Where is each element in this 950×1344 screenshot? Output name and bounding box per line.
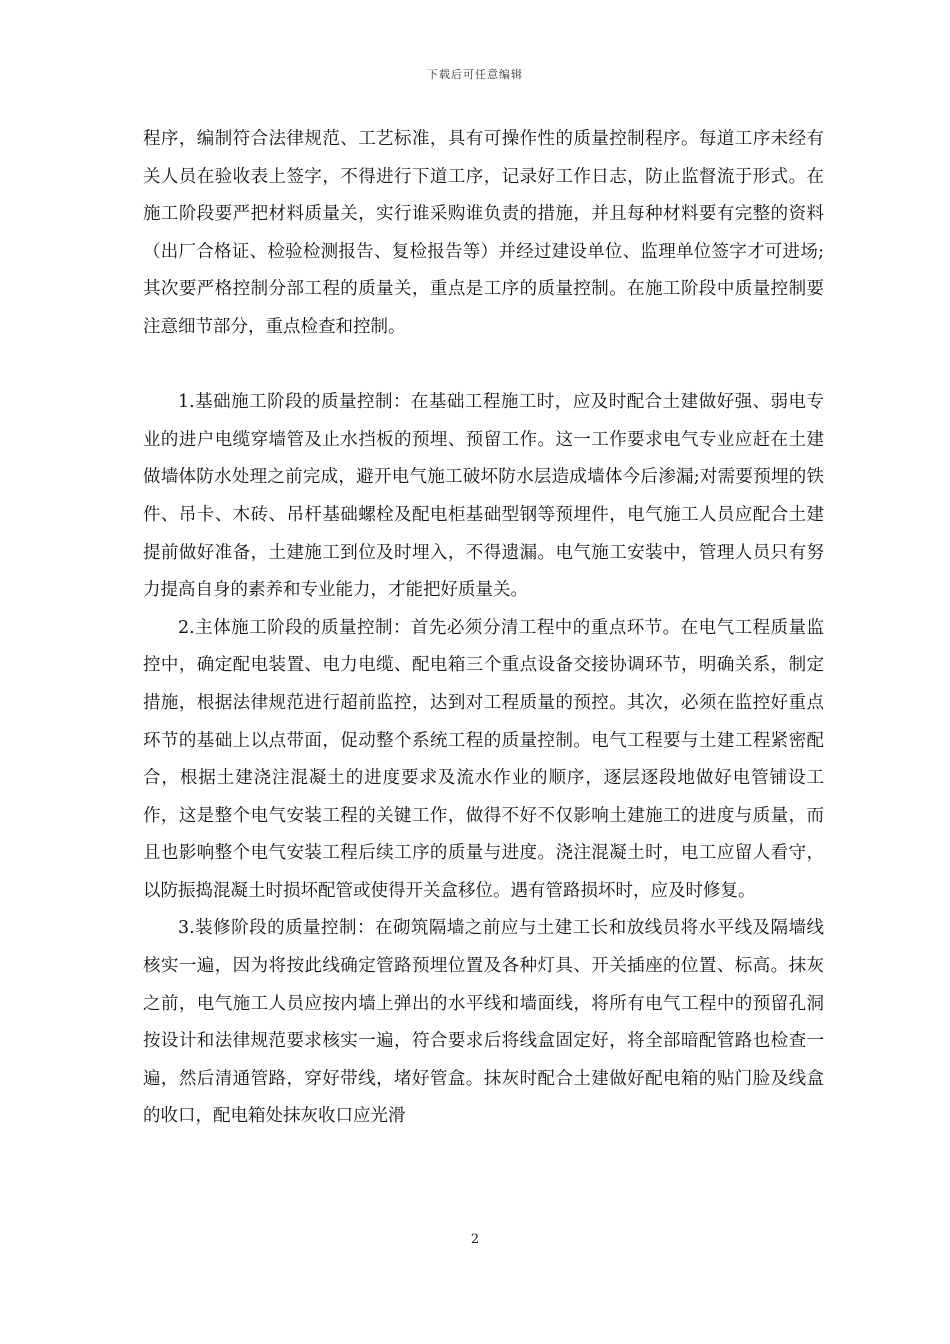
paragraph-foundation-stage: 1.基础施工阶段的质量控制：在基础工程施工时，应及时配合土建做好强、弱电专业的进户电缆穿墙管及止水挡板的预埋、预留工作。这一工作要求电气专业应赶在土建做墙体防水处理之前完成，避开电气施工破坏防水层造成墙体今后渗漏;对需要预埋的铁件、吊卡、木砖、吊杆基础螺栓及配电柜基础型钢等预埋件，电气施工人员应配合土建提前做好准备，土建施工到位及时埋入，不得遗漏。电气施工安装中，管理人员只有努力提高自身的素养和专业能力，才能把好质量关。 — [143, 392, 824, 601]
paragraph-spacer — [143, 347, 824, 385]
page-number: 2 — [470, 1232, 480, 1247]
page-header: 下载后可任意编辑 — [427, 68, 523, 81]
paragraph-main-structure-stage: 2.主体施工阶段的质量控制：首先必须分清工程中的重点环节。在电气工程质量监控中，确定配电装置、电力电缆、配电箱三个重点设备交接协调环节，明确关系，制定措施，根据法律规范进行超前监控，达到对工程质量的预控。其次，必须在监控好重点环节的基础上以点带面，促动整个系统工程的质量控制。电气工程要与土建工程紧密配合，根据土建浇注混凝土的进度要求及流水作业的顺序，逐层逐段地做好电管铺设工作，这是整个电气安装工程的关键工作，做得不好不仅影响土建施工的进度与质量，而且也影响整个电气安装工程后续工序的质量与进度。浇注混凝土时，电工应留人看守，以防振捣混凝土时损坏配管或使得开关盒移位。遇有管路损坏时，应及时修复。 — [143, 617, 824, 901]
document-body — [143, 121, 824, 1136]
paragraph-decoration-stage: 3.装修阶段的质量控制：在砌筑隔墙之前应与土建工长和放线员将水平线及隔墙线核实一遍，因为将按此线确定管路预埋位置及各种灯具、开关插座的位置、标高。抹灰之前，电气施工人员应按内墙上弹出的水平线和墙面线，将所有电气工程中的预留孔洞按设计和法律规范要求核实一遍，符合要求后将线盒固定好，将全部暗配管路也检查一遍，然后清通管路，穿好带线，堵好管盒。抹灰时配合土建做好配电箱的贴门脸及线盒的收口，配电箱处抹灰收口应光滑 — [143, 918, 824, 1127]
paragraph-continuation: 程序，编制符合法律规范、工艺标准，具有可操作性的质量控制程序。每道工序未经有关人员在验收表上签字，不得进行下道工序，记录好工作日志，防止监督流于形式。在施工阶段要严把材料质量关，实行谁采购谁负责的措施，并且每种材料要有完整的资料（出厂合格证、检验检测报告、复检报告等）并经过建设单位、监理单位签字才可进场;其次要严格控制分部工程的质量关，重点是工序的质量控制。在施工阶段中质量控制要注意细节部分，重点检查和控制。 — [143, 129, 824, 337]
